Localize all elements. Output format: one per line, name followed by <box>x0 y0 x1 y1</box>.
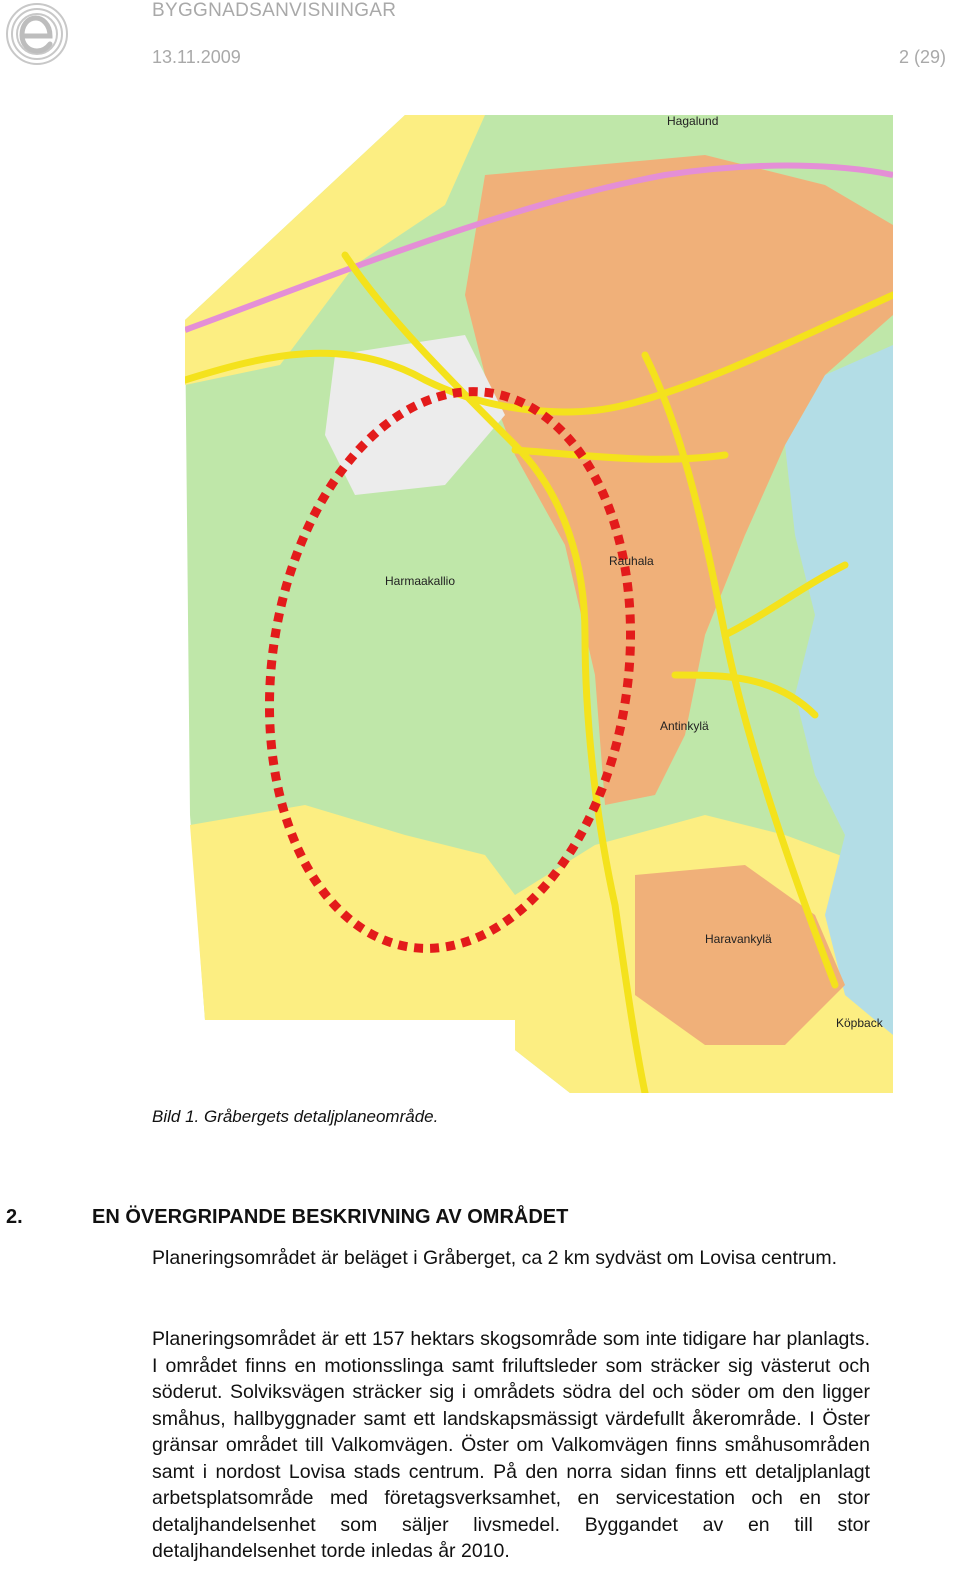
section-heading <box>6 1206 568 1229</box>
map-label-hagalund: Hagalund <box>667 115 719 128</box>
document-date: 13.11.2009 <box>152 47 241 67</box>
paragraph-2: Planeringsområdet är ett 157 hektars skogsområde som inte tidigare har planlagts. I området finns en motionsslinga samt friluftsleder som sträcker sig västerut och söderut. Solviksvägen sträcker sig i områdets södra del och söder om den ligger småhus, hallbyggnader samt ett landskapsmässigt värdefullt åkerområde. I Öster gränsar området till Valkomvägen. Öster om Valkomvägen finns småhusområden samt i nordost Lovisa stads centrum. På den norra sidan finns ett detaljplanlagt arbetsplatsområde med företagsverksamhet, en servicestation och en stor detaljhandelsenhet som säljer livsmedel. Byggandet av en till stor detaljhandelsenhet torde inledas år 2010. <box>152 1328 870 1562</box>
map-label-harmaakallio: Harmaakallio <box>385 574 456 588</box>
page-number: 2 (29) <box>898 47 946 67</box>
section-title: EN ÖVERGRIPANDE BESKRIVNING AV OMRÅDET <box>92 1206 569 1228</box>
map-label-haravankyla: Haravankylä <box>705 932 772 946</box>
paragraph-1: Planeringsområdet är beläget i Gråberget, ca 2 km sydväst om Lovisa centrum. <box>152 1247 837 1269</box>
area-map <box>185 115 893 1093</box>
document-title: BYGGNADSANVISNINGAR <box>152 0 397 21</box>
section-number: 2. <box>6 1206 23 1228</box>
map-label-kopback: Köpback <box>836 1016 883 1030</box>
map-label-antinkyla: Antinkylä <box>660 719 709 733</box>
figure-caption: Bild 1. Gråbergets detaljplaneområde. <box>152 1107 439 1126</box>
map-label-rauhala: Rauhala <box>609 554 654 568</box>
circular-e-logo-icon <box>4 2 70 66</box>
